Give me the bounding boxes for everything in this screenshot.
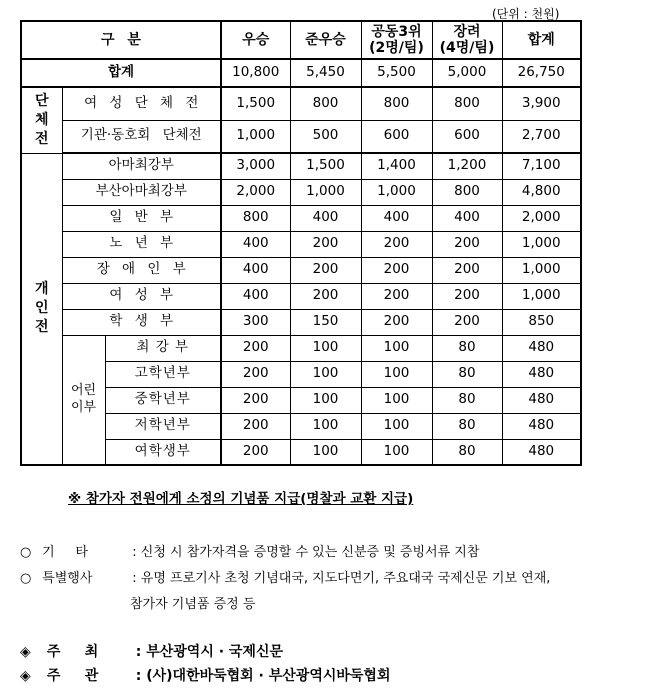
team-value: 800 [361, 87, 432, 120]
individual-value: 4,800 [502, 179, 581, 205]
children-value: 80 [432, 387, 502, 413]
children-value: 100 [361, 439, 432, 465]
individual-value: 300 [221, 309, 290, 335]
unit-label: (단위 : 천원) [492, 7, 560, 21]
header-category: 구 분 [21, 21, 221, 59]
individual-value: 400 [221, 231, 290, 257]
children-value: 100 [290, 361, 361, 387]
children-value: 480 [502, 413, 581, 439]
circle-bullet-icon: ○ [20, 545, 32, 560]
table-row [21, 283, 581, 309]
group-label-individual: 개 인 전 [21, 153, 62, 465]
row-label: 일 반 부 [62, 205, 221, 231]
individual-value: 400 [221, 283, 290, 309]
table-row [21, 205, 581, 231]
children-value: 480 [502, 361, 581, 387]
souvenir-note: ※ 참가자 전원에게 소정의 기념품 지급(명찰과 교환 지급) [68, 491, 414, 507]
row-label: 기관·동호회 단체전 [62, 120, 221, 153]
row-label: 학 생 부 [62, 309, 221, 335]
individual-value: 200 [290, 231, 361, 257]
team-value: 600 [432, 120, 502, 153]
children-value: 200 [221, 387, 290, 413]
total-value: 5,000 [432, 59, 502, 87]
host-text: : 부산광역시 · 국제신문 [135, 644, 284, 660]
header-column: 장려 (4명/팀) [432, 21, 502, 59]
team-value: 1,000 [221, 120, 290, 153]
individual-value: 400 [221, 257, 290, 283]
individual-value: 400 [290, 205, 361, 231]
individual-value: 200 [432, 309, 502, 335]
table-row [21, 120, 581, 153]
row-label: 중학년부 [105, 387, 221, 413]
team-value: 500 [290, 120, 361, 153]
table-row [21, 179, 581, 205]
info-label: 기 타 [42, 545, 88, 560]
individual-value: 7,100 [502, 153, 581, 179]
table-row [21, 309, 581, 335]
total-value: 26,750 [502, 59, 581, 87]
individual-value: 1,000 [502, 231, 581, 257]
row-label: 최 강 부 [105, 335, 221, 361]
children-value: 100 [290, 335, 361, 361]
table-row [21, 231, 581, 257]
children-value: 480 [502, 387, 581, 413]
prize-table [20, 20, 582, 466]
individual-value: 800 [221, 205, 290, 231]
individual-value: 400 [361, 205, 432, 231]
row-label: 노 년 부 [62, 231, 221, 257]
individual-value: 200 [432, 283, 502, 309]
children-value: 480 [502, 439, 581, 465]
children-value: 100 [361, 413, 432, 439]
individual-value: 1,000 [361, 179, 432, 205]
info-text: : 신청 시 참가자격을 증명할 수 있는 신분증 및 증빙서류 지참 [132, 545, 480, 560]
header-column: 공동3위 (2명/팀) [361, 21, 432, 59]
group-label-children: 어린 이부 [62, 335, 105, 465]
individual-value: 200 [361, 231, 432, 257]
children-value: 100 [361, 361, 432, 387]
group-label-team: 단 체 전 [21, 87, 62, 153]
organizer-line [20, 665, 390, 685]
table-header-row [21, 21, 581, 59]
individual-value: 200 [432, 231, 502, 257]
children-value: 80 [432, 439, 502, 465]
row-label: 부산아마최강부 [62, 179, 221, 205]
children-value: 80 [432, 335, 502, 361]
header-column: 합계 [502, 21, 581, 59]
header-column: 준우승 [290, 21, 361, 59]
total-label: 합계 [21, 59, 221, 87]
individual-value: 200 [290, 283, 361, 309]
children-value: 80 [432, 413, 502, 439]
info-line-continued [130, 593, 255, 612]
individual-value: 200 [361, 309, 432, 335]
individual-value: 1,500 [290, 153, 361, 179]
children-value: 480 [502, 335, 581, 361]
individual-value: 1,400 [361, 153, 432, 179]
team-value: 600 [361, 120, 432, 153]
children-value: 100 [290, 387, 361, 413]
team-value: 800 [432, 87, 502, 120]
row-label: 고학년부 [105, 361, 221, 387]
total-row [21, 59, 581, 87]
host-label: 주 최 [46, 644, 99, 660]
circle-bullet-icon: ○ [20, 571, 32, 586]
total-value: 5,500 [361, 59, 432, 87]
individual-value: 1,200 [432, 153, 502, 179]
row-label: 여 성 단 체 전 [62, 87, 221, 120]
organizer-text: : (사)대한바둑협회 · 부산광역시바둑협회 [135, 668, 391, 684]
children-value: 80 [432, 361, 502, 387]
table-row [21, 439, 581, 465]
children-value: 100 [290, 439, 361, 465]
individual-value: 2,000 [502, 205, 581, 231]
individual-value: 200 [361, 257, 432, 283]
info-line-etc [20, 541, 479, 560]
total-value: 10,800 [221, 59, 290, 87]
row-label: 여학생부 [105, 439, 221, 465]
table-row [21, 387, 581, 413]
team-value: 800 [290, 87, 361, 120]
individual-value: 1,000 [502, 257, 581, 283]
individual-value: 200 [290, 257, 361, 283]
table-row [21, 87, 581, 120]
children-value: 200 [221, 439, 290, 465]
individual-value: 3,000 [221, 153, 290, 179]
info-text: : 유명 프로기사 초청 기념대국, 지도다면기, 주요대국 국제신문 기보 연재, [132, 571, 551, 586]
host-line [20, 641, 283, 661]
team-value: 3,900 [502, 87, 581, 120]
children-value: 100 [361, 335, 432, 361]
children-value: 200 [221, 361, 290, 387]
table-row [21, 361, 581, 387]
total-value: 5,450 [290, 59, 361, 87]
individual-value: 200 [361, 283, 432, 309]
table-row [21, 153, 581, 179]
individual-value: 1,000 [502, 283, 581, 309]
row-label: 아마최강부 [62, 153, 221, 179]
info-label: 특별행사 [42, 571, 93, 586]
children-value: 200 [221, 413, 290, 439]
table-row [21, 335, 581, 361]
info-line-special-event [20, 567, 550, 586]
individual-value: 150 [290, 309, 361, 335]
diamond-bullet-icon: ◈ [20, 668, 31, 684]
individual-value: 2,000 [221, 179, 290, 205]
children-value: 200 [221, 335, 290, 361]
individual-value: 850 [502, 309, 581, 335]
individual-value: 800 [432, 179, 502, 205]
row-label: 여 성 부 [62, 283, 221, 309]
children-value: 100 [290, 413, 361, 439]
diamond-bullet-icon: ◈ [20, 644, 31, 660]
individual-value: 1,000 [290, 179, 361, 205]
children-value: 100 [361, 387, 432, 413]
row-label: 저학년부 [105, 413, 221, 439]
table-row [21, 257, 581, 283]
team-value: 1,500 [221, 87, 290, 120]
table-row [21, 413, 581, 439]
header-column: 우승 [221, 21, 290, 59]
organizer-label: 주 관 [46, 668, 99, 684]
row-label: 장 애 인 부 [62, 257, 221, 283]
info-text: 참가자 기념품 증정 등 [130, 597, 256, 612]
individual-value: 400 [432, 205, 502, 231]
individual-value: 200 [432, 257, 502, 283]
team-value: 2,700 [502, 120, 581, 153]
